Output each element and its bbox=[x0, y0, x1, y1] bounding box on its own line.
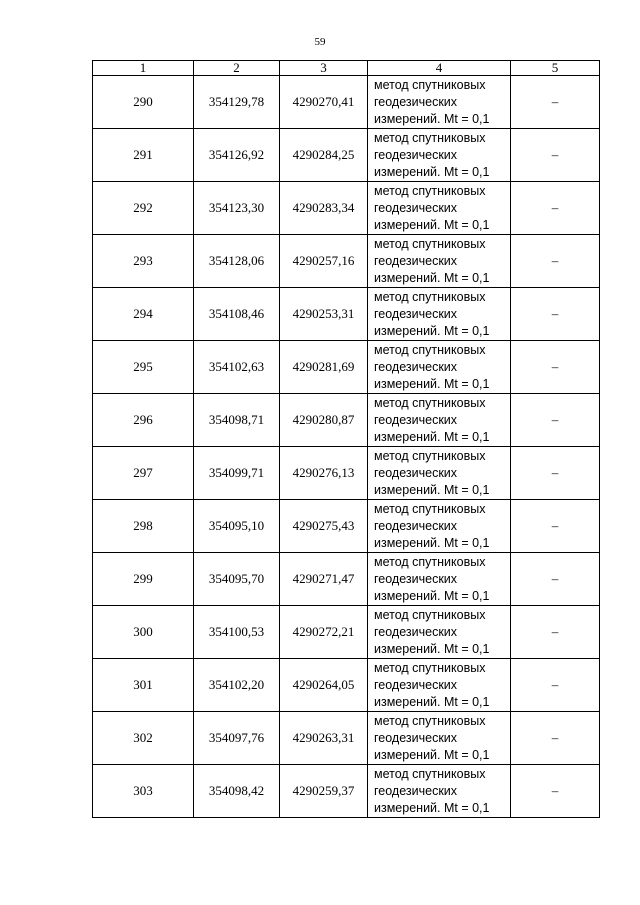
x-coordinate-cell: 354129,78 bbox=[194, 76, 280, 129]
point-number-cell: 294 bbox=[93, 288, 194, 341]
method-line: геодезических bbox=[374, 677, 458, 692]
x-coordinate-cell: 354095,70 bbox=[194, 553, 280, 606]
method-line: геодезических bbox=[374, 306, 458, 321]
table-row bbox=[93, 500, 600, 553]
note-cell: – bbox=[511, 394, 600, 447]
note-cell: – bbox=[511, 182, 600, 235]
table-row bbox=[93, 235, 600, 288]
method-line: измерений. Mt = 0,1 bbox=[374, 323, 490, 338]
method-line: измерений. Mt = 0,1 bbox=[374, 535, 490, 550]
note-cell: – bbox=[511, 765, 600, 818]
y-coordinate-cell: 4290253,31 bbox=[280, 288, 368, 341]
method-cell bbox=[368, 712, 511, 765]
point-number-cell: 297 bbox=[93, 447, 194, 500]
point-number-cell: 295 bbox=[93, 341, 194, 394]
y-coordinate-cell: 4290284,25 bbox=[280, 129, 368, 182]
point-number-cell: 299 bbox=[93, 553, 194, 606]
x-coordinate-cell: 354099,71 bbox=[194, 447, 280, 500]
point-number-cell: 300 bbox=[93, 606, 194, 659]
method-line: измерений. Mt = 0,1 bbox=[374, 217, 490, 232]
coordinates-table bbox=[92, 60, 600, 818]
note-cell: – bbox=[511, 553, 600, 606]
y-coordinate-cell: 4290280,87 bbox=[280, 394, 368, 447]
method-line: метод спутниковых bbox=[374, 660, 486, 675]
method-line: измерений. Mt = 0,1 bbox=[374, 800, 490, 815]
y-coordinate-cell: 4290283,34 bbox=[280, 182, 368, 235]
method-cell bbox=[368, 659, 511, 712]
x-coordinate-cell: 354126,92 bbox=[194, 129, 280, 182]
column-header-1: 1 bbox=[93, 61, 194, 76]
method-cell bbox=[368, 500, 511, 553]
method-line: измерений. Mt = 0,1 bbox=[374, 164, 490, 179]
note-cell: – bbox=[511, 500, 600, 553]
method-line: метод спутниковых bbox=[374, 448, 486, 463]
method-line: геодезических bbox=[374, 412, 458, 427]
point-number-cell: 296 bbox=[93, 394, 194, 447]
method-line: метод спутниковых bbox=[374, 342, 486, 357]
table-row bbox=[93, 341, 600, 394]
column-header-4: 4 bbox=[368, 61, 511, 76]
x-coordinate-cell: 354102,63 bbox=[194, 341, 280, 394]
x-coordinate-cell: 354098,71 bbox=[194, 394, 280, 447]
method-line: измерений. Mt = 0,1 bbox=[374, 376, 490, 391]
table-row bbox=[93, 765, 600, 818]
method-line: геодезических bbox=[374, 730, 458, 745]
table-row bbox=[93, 606, 600, 659]
method-line: геодезических bbox=[374, 200, 458, 215]
method-cell bbox=[368, 76, 511, 129]
table-row bbox=[93, 129, 600, 182]
y-coordinate-cell: 4290270,41 bbox=[280, 76, 368, 129]
y-coordinate-cell: 4290259,37 bbox=[280, 765, 368, 818]
method-line: метод спутниковых bbox=[374, 554, 486, 569]
method-line: геодезических bbox=[374, 518, 458, 533]
method-line: метод спутниковых bbox=[374, 289, 486, 304]
method-line: геодезических bbox=[374, 571, 458, 586]
x-coordinate-cell: 354100,53 bbox=[194, 606, 280, 659]
method-line: измерений. Mt = 0,1 bbox=[374, 694, 490, 709]
column-header-5: 5 bbox=[511, 61, 600, 76]
note-cell: – bbox=[511, 129, 600, 182]
method-line: метод спутниковых bbox=[374, 501, 486, 516]
column-header-3: 3 bbox=[280, 61, 368, 76]
method-line: метод спутниковых bbox=[374, 236, 486, 251]
method-line: геодезических bbox=[374, 783, 458, 798]
method-cell bbox=[368, 394, 511, 447]
method-line: измерений. Mt = 0,1 bbox=[374, 588, 490, 603]
table-row bbox=[93, 394, 600, 447]
note-cell: – bbox=[511, 341, 600, 394]
x-coordinate-cell: 354095,10 bbox=[194, 500, 280, 553]
method-line: геодезических bbox=[374, 253, 458, 268]
note-cell: – bbox=[511, 447, 600, 500]
y-coordinate-cell: 4290264,05 bbox=[280, 659, 368, 712]
method-cell bbox=[368, 606, 511, 659]
point-number-cell: 301 bbox=[93, 659, 194, 712]
y-coordinate-cell: 4290276,13 bbox=[280, 447, 368, 500]
point-number-cell: 292 bbox=[93, 182, 194, 235]
method-line: геодезических bbox=[374, 465, 458, 480]
x-coordinate-cell: 354123,30 bbox=[194, 182, 280, 235]
method-line: геодезических bbox=[374, 147, 458, 162]
method-line: измерений. Mt = 0,1 bbox=[374, 747, 490, 762]
y-coordinate-cell: 4290271,47 bbox=[280, 553, 368, 606]
y-coordinate-cell: 4290281,69 bbox=[280, 341, 368, 394]
x-coordinate-cell: 354108,46 bbox=[194, 288, 280, 341]
method-cell bbox=[368, 288, 511, 341]
column-header-2: 2 bbox=[194, 61, 280, 76]
method-cell bbox=[368, 235, 511, 288]
page-number: 59 bbox=[314, 36, 326, 48]
method-line: метод спутниковых bbox=[374, 130, 486, 145]
method-line: метод спутниковых bbox=[374, 766, 486, 781]
point-number-cell: 291 bbox=[93, 129, 194, 182]
method-cell bbox=[368, 553, 511, 606]
method-line: метод спутниковых bbox=[374, 183, 486, 198]
note-cell: – bbox=[511, 659, 600, 712]
x-coordinate-cell: 354128,06 bbox=[194, 235, 280, 288]
method-line: геодезических bbox=[374, 624, 458, 639]
x-coordinate-cell: 354098,42 bbox=[194, 765, 280, 818]
table-row bbox=[93, 182, 600, 235]
point-number-cell: 293 bbox=[93, 235, 194, 288]
method-cell bbox=[368, 765, 511, 818]
y-coordinate-cell: 4290263,31 bbox=[280, 712, 368, 765]
method-line: измерений. Mt = 0,1 bbox=[374, 429, 490, 444]
method-line: метод спутниковых bbox=[374, 713, 486, 728]
y-coordinate-cell: 4290257,16 bbox=[280, 235, 368, 288]
method-line: измерений. Mt = 0,1 bbox=[374, 111, 490, 126]
method-line: измерений. Mt = 0,1 bbox=[374, 641, 490, 656]
method-cell bbox=[368, 129, 511, 182]
note-cell: – bbox=[511, 606, 600, 659]
point-number-cell: 290 bbox=[93, 76, 194, 129]
note-cell: – bbox=[511, 712, 600, 765]
point-number-cell: 303 bbox=[93, 765, 194, 818]
note-cell: – bbox=[511, 76, 600, 129]
y-coordinate-cell: 4290272,21 bbox=[280, 606, 368, 659]
y-coordinate-cell: 4290275,43 bbox=[280, 500, 368, 553]
method-cell bbox=[368, 447, 511, 500]
method-line: геодезических bbox=[374, 359, 458, 374]
point-number-cell: 302 bbox=[93, 712, 194, 765]
method-cell bbox=[368, 341, 511, 394]
method-line: геодезических bbox=[374, 94, 458, 109]
method-line: метод спутниковых bbox=[374, 77, 486, 92]
table-row bbox=[93, 288, 600, 341]
x-coordinate-cell: 354097,76 bbox=[194, 712, 280, 765]
table-row bbox=[93, 447, 600, 500]
table-row bbox=[93, 712, 600, 765]
table-row bbox=[93, 659, 600, 712]
method-line: метод спутниковых bbox=[374, 395, 486, 410]
method-line: измерений. Mt = 0,1 bbox=[374, 270, 490, 285]
table-header-row bbox=[93, 61, 600, 76]
method-cell bbox=[368, 182, 511, 235]
method-line: метод спутниковых bbox=[374, 607, 486, 622]
table-row bbox=[93, 553, 600, 606]
note-cell: – bbox=[511, 235, 600, 288]
table-row bbox=[93, 76, 600, 129]
point-number-cell: 298 bbox=[93, 500, 194, 553]
x-coordinate-cell: 354102,20 bbox=[194, 659, 280, 712]
method-line: измерений. Mt = 0,1 bbox=[374, 482, 490, 497]
note-cell: – bbox=[511, 288, 600, 341]
